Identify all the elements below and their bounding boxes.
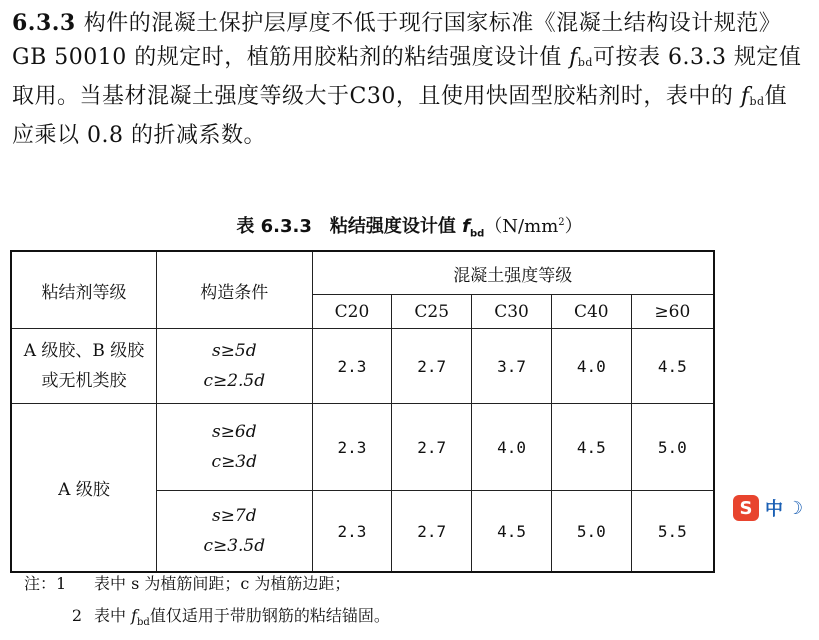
grade-cell: C25 — [392, 295, 472, 329]
condition-cell — [157, 404, 313, 491]
table-caption — [0, 212, 819, 240]
table-header-row — [11, 251, 714, 295]
clause-paragraph — [12, 6, 802, 153]
header-condition: 构造条件 — [157, 251, 313, 329]
value-cell: 4.5 — [472, 491, 552, 573]
adhesive-cell: A 级胶 — [11, 404, 157, 573]
condition-edge: c≥3.5d — [203, 536, 266, 556]
note-1 — [24, 568, 390, 600]
clause-symbol: f — [569, 45, 578, 70]
note-2-post: 值仅适用于带肋钢筋的粘结锚固。 — [149, 606, 390, 625]
caption-title: 表 6.3.3 粘结强度设计值 — [236, 216, 463, 237]
clause-symbol-sub: bd — [577, 56, 593, 69]
table-row — [11, 404, 714, 491]
note-2 — [24, 600, 390, 639]
caption-unit-sup: 2 — [558, 217, 565, 228]
condition-cell — [157, 329, 313, 404]
condition-spacing: s≥5d — [211, 341, 257, 361]
note-2-symbol: f — [131, 606, 138, 625]
caption-symbol-sub: bd — [469, 228, 485, 240]
caption-unit-close: ） — [564, 216, 583, 237]
condition-spacing: s≥6d — [211, 422, 257, 442]
caption-unit-open: （N/mm — [484, 216, 559, 237]
value-cell: 5.5 — [631, 491, 714, 573]
grade-cell: C40 — [551, 295, 631, 329]
note-label: 注：1 — [24, 574, 67, 593]
value-cell: 5.0 — [631, 404, 714, 491]
value-cell: 2.7 — [392, 491, 472, 573]
caption-symbol: f — [462, 216, 470, 237]
value-cell: 2.3 — [312, 491, 392, 573]
value-cell: 2.7 — [392, 329, 472, 404]
value-cell: 2.3 — [312, 329, 392, 404]
sogou-logo-icon[interactable]: S — [733, 495, 759, 521]
note-2-pre: 表中 — [94, 606, 132, 625]
value-cell: 4.5 — [551, 404, 631, 491]
note-2-sub: bd — [137, 617, 150, 629]
value-cell: 2.7 — [392, 404, 472, 491]
clause-text-3: 值应乘以 0.8 的折减系数。 — [12, 84, 788, 148]
clause-symbol-sub-2: bd — [749, 95, 765, 108]
clause-text-2: 可按表 6.3.3 规定值取用。当基材混凝土强度等级大于C30，且使用快固型胶粘剂时，表中的 — [12, 45, 802, 109]
value-cell: 4.5 — [631, 329, 714, 404]
grade-cell: C30 — [472, 295, 552, 329]
value-cell: 4.0 — [551, 329, 631, 404]
condition-edge: c≥3d — [211, 452, 258, 472]
clause-symbol-2: f — [740, 84, 750, 109]
clause-number: 6.3.3 — [12, 10, 76, 36]
condition-edge: c≥2.5d — [203, 371, 266, 391]
clause-text-1: 构件的混凝土保护层厚度不低于现行国家标准《混凝土结构设计规范》GB 50010 的规定时，植筋用胶粘剂的粘结强度设计值 — [12, 11, 782, 70]
value-cell: 2.3 — [312, 404, 392, 491]
caption-unit — [484, 216, 582, 237]
moon-icon[interactable]: ☽ — [787, 497, 804, 519]
bond-strength-table — [10, 250, 715, 573]
value-cell: 4.0 — [472, 404, 552, 491]
table-notes — [24, 568, 390, 639]
table-row — [11, 329, 714, 404]
value-cell: 5.0 — [551, 491, 631, 573]
grade-cell: C20 — [312, 295, 392, 329]
note-1-text: 表中 s 为植筋间距；c 为植筋边距； — [94, 574, 351, 593]
ime-mode-toggle[interactable]: 中 — [765, 499, 783, 520]
header-strength: 混凝土强度等级 — [312, 251, 714, 295]
ime-toolbar[interactable] — [733, 495, 803, 521]
condition-spacing: s≥7d — [211, 506, 257, 526]
adhesive-cell: A 级胶、B 级胶或无机类胶 — [11, 329, 157, 404]
value-cell: 3.7 — [472, 329, 552, 404]
condition-cell — [157, 491, 313, 573]
note-2-index: 2 — [71, 606, 82, 625]
header-adhesive: 粘结剂等级 — [11, 251, 157, 329]
grade-cell: ≥60 — [631, 295, 714, 329]
